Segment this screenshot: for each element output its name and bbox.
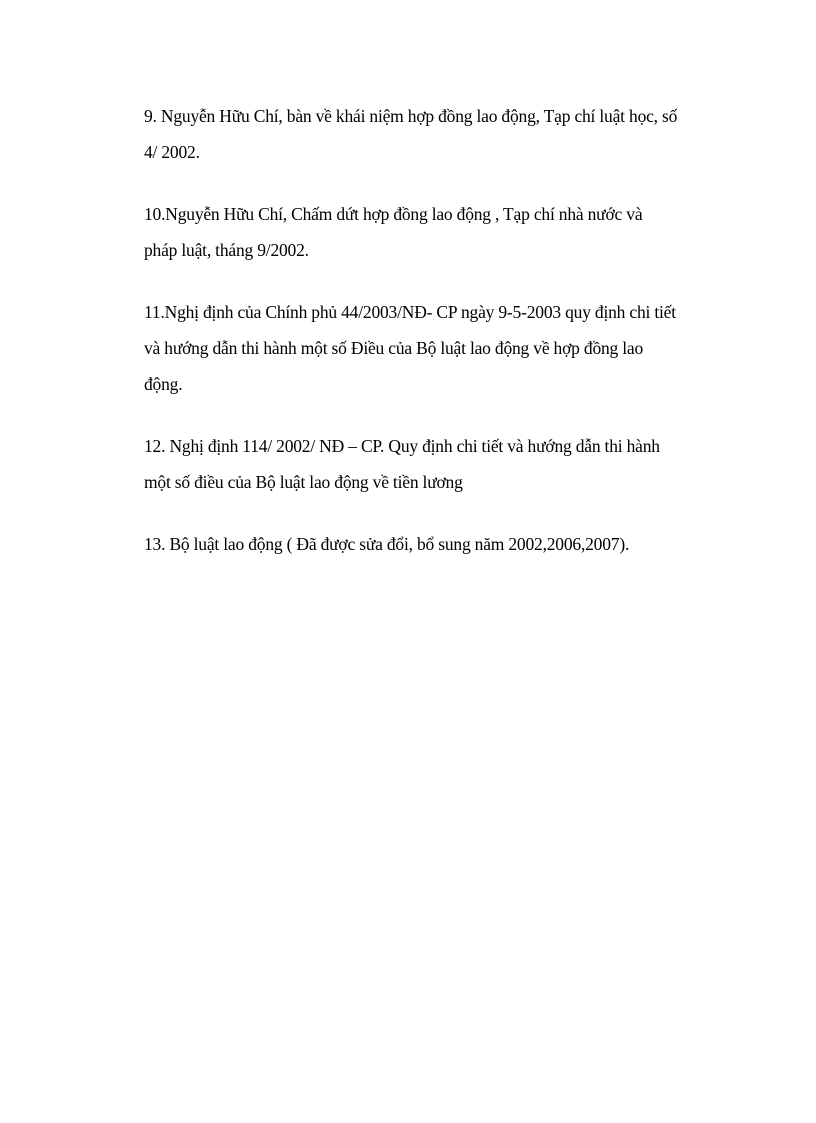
reference-line: 11.Nghị định của Chính phủ 44/2003/NĐ- CP ngày 9-5-2003 quy định chi tiết (144, 302, 676, 322)
reference-line: 12. Nghị định 114/ 2002/ NĐ – CP. Quy định chi tiết và hướng dẫn thi hành (144, 436, 660, 456)
reference-line: 4/ 2002. (144, 142, 200, 162)
reference-item-12 (144, 428, 744, 500)
reference-item-11 (144, 294, 744, 402)
reference-item-13 (144, 526, 744, 562)
reference-list (144, 98, 744, 588)
reference-item-10 (144, 196, 744, 268)
reference-line: 13. Bộ luật lao động ( Đã được sửa đổi, bổ sung năm 2002,2006,2007). (144, 534, 630, 554)
reference-line: 10.Nguyễn Hữu Chí, Chấm dứt hợp đồng lao động , Tạp chí nhà nước và (144, 204, 643, 224)
reference-line: 9. Nguyễn Hữu Chí, bàn về khái niệm hợp đồng lao động, Tạp chí luật học, số (144, 106, 678, 126)
reference-line: và hướng dẫn thi hành một số Điều của Bộ luật lao động về hợp đồng lao (144, 338, 644, 358)
reference-line: động. (144, 374, 183, 394)
reference-line: pháp luật, tháng 9/2002. (144, 240, 309, 260)
reference-item-9 (144, 98, 744, 170)
reference-line: một số điều của Bộ luật lao động về tiền lương (144, 472, 463, 492)
